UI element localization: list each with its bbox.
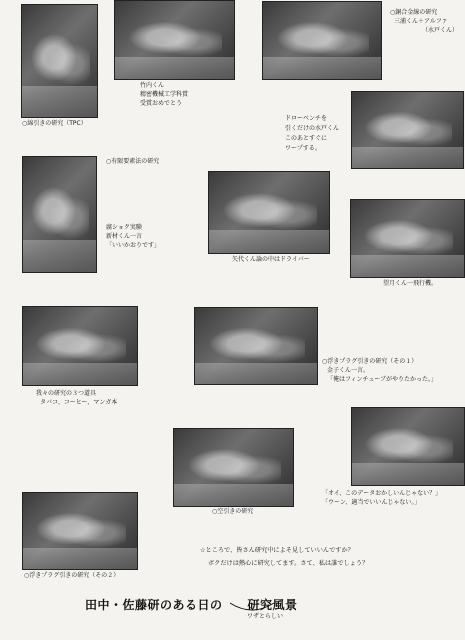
caption-takeuchi-2: 精密機械工学科賞 <box>140 91 189 98</box>
caption-plug1-2: 金子くん一言。 <box>327 367 370 374</box>
caption-plug2: ○浮きプラグ引きの研究（その２） <box>24 572 120 579</box>
caption-drawbench-3: このあとすぐに <box>285 135 328 142</box>
caption-tools-2: タバコ、コーヒー、マンガ本 <box>40 399 118 406</box>
caption-copper-2: 三浦くん＋アルファ <box>394 18 448 25</box>
caption-takeuchi-1: 竹内くん <box>140 82 165 89</box>
question-line-1: ☆ところで、皆さん研究中によそ見していいんですか？ <box>200 547 354 554</box>
photo-plug1 <box>194 307 318 385</box>
caption-copper-3: （水戸くん） <box>422 27 459 34</box>
caption-tpc: ○綿引きの研究（TPC） <box>22 120 87 127</box>
caption-drawbench-2: 引くだけの水戸くん <box>285 125 340 132</box>
caption-drawbench-1: ドローベンチを <box>285 115 328 122</box>
caption-mochizuki: 望月くん一飛行機。 <box>383 280 438 287</box>
photo-plug2 <box>22 492 138 570</box>
caption-corrosion-2: 新材くん一言 <box>106 233 143 240</box>
photo-drawbench <box>351 91 464 169</box>
caption-copper-1: ○銅合金線の研究 <box>390 9 438 16</box>
photo-data <box>351 407 465 486</box>
question-line-2: ボクだけは熱心に研究してます。さて、私は誰でしょう？ <box>208 560 369 567</box>
photo-takeuchi <box>114 0 235 80</box>
page-title-block <box>85 596 385 626</box>
page-subtitle: ワザとらしい <box>247 613 284 620</box>
caption-yashiro: 矢代くん論の中はドライバー <box>232 256 310 263</box>
caption-corrosion-1: 腐ショク実験 <box>106 224 142 231</box>
photo-sky <box>173 428 294 507</box>
photo-fem <box>22 156 97 273</box>
caption-plug1-1: ○浮きプラグ引きの研究（その１） <box>322 358 418 365</box>
caption-sky: ○空引きの研究 <box>212 508 254 515</box>
caption-fem: ○有限要素法の研究 <box>106 158 160 165</box>
page-title: 田中・佐藤研のある日の 研究風景 <box>85 598 298 612</box>
photo-mochizuki <box>350 199 465 278</box>
caption-data-2: 「ウーン、適当でいいんじゃない。」 <box>322 499 421 506</box>
photo-copper <box>262 1 382 80</box>
caption-takeuchi-3: 受賞おめでとう <box>140 100 183 107</box>
photo-tpc <box>21 4 98 118</box>
caption-data-1: 「オイ、このデータおかしいんじゃない？」 <box>322 490 442 497</box>
photo-tools <box>22 306 138 386</box>
caption-plug1-3: 「俺はフィンチューブがやりたかった。」 <box>327 376 438 383</box>
photo-yashiro <box>208 171 330 254</box>
caption-corrosion-3: 「いいかおりです」 <box>106 242 161 249</box>
caption-drawbench-4: ワープする。 <box>285 145 321 152</box>
caption-tools-1: 我々の研究の３つ道具 <box>36 390 97 397</box>
